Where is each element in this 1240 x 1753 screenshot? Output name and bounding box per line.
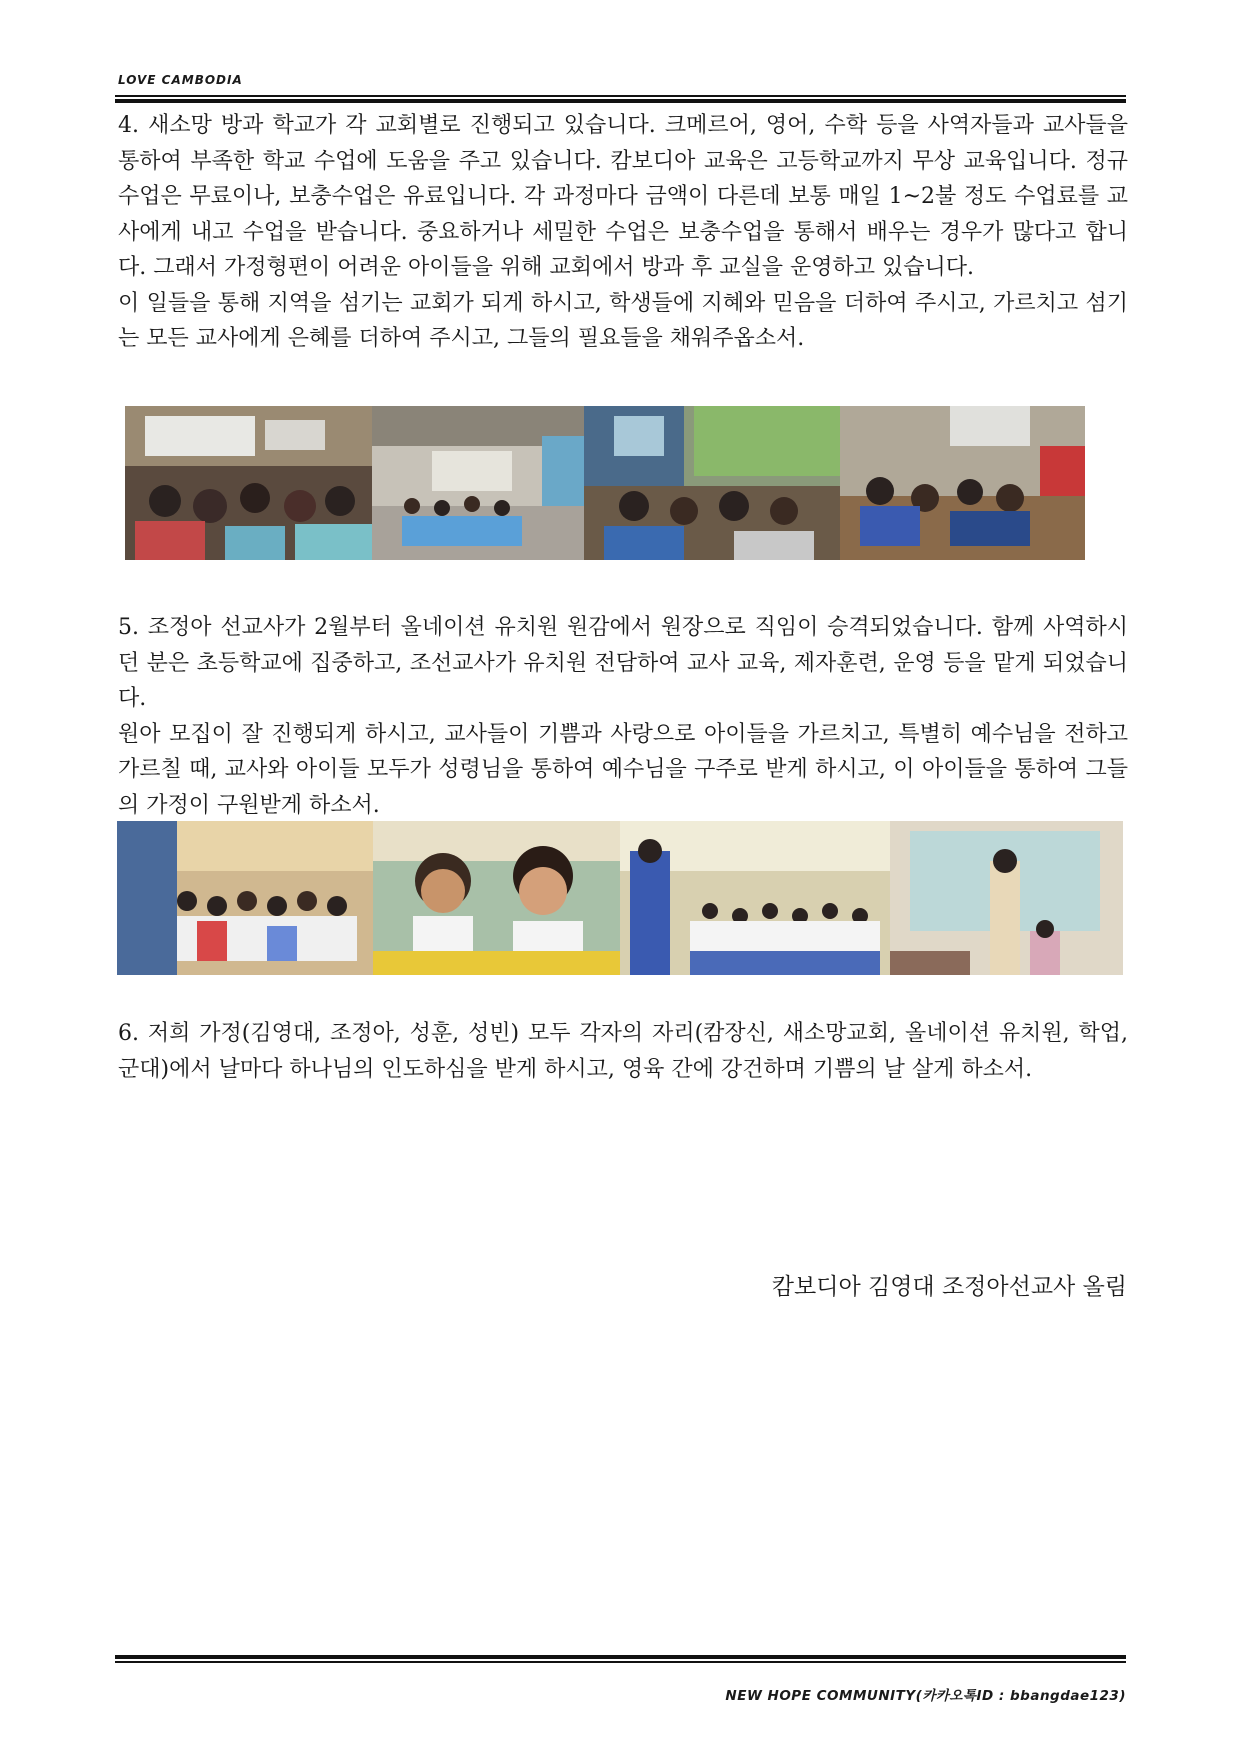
photo-kindergarten-3	[620, 821, 890, 975]
prayer-item-4	[118, 108, 1128, 357]
photo-classroom-3	[584, 406, 840, 560]
signature: 캄보디아 김영대 조정아선교사 올림	[771, 1274, 1128, 1300]
paragraph: 이 일들을 통해 지역을 섬기는 교회가 되게 하시고, 학생들에 지혜와 믿음을 더하여 주시고, 가르치고 섬기는 모든 교사에게 은혜를 더하여 주시고, 그들의 필요들을 채워주옵소서.	[118, 290, 1128, 351]
paragraph: 4. 새소망 방과 학교가 각 교회별로 진행되고 있습니다. 크메르어, 영어, 수학 등을 사역자들과 교사들을 통하여 부족한 학교 수업에 도움을 주고 있습니다. 캄보디아 교육은 고등학교까지 무상 교육입니다. 정규 수업은 무료이나, 보충수업은 유료입니다. 각 과정마다 금액이 다른데 보통 매일 1~2불 정도 수업료를 교사에게 내고 수업을 받습니다. 중요하거나 세밀한 수업은 보충수업을 통해서 배우는 경우가 많다고 합니다. 그래서 가정형편이 어려운 아이들을 위해 교회에서 방과 후 교실을 운영하고 있습니다.	[118, 113, 1128, 280]
photo-strip-kindergarten	[117, 821, 1123, 975]
photo-classroom-2	[372, 406, 584, 560]
footer-text: NEW HOPE COMMUNITY(카카오톡ID : bbangdae123)	[725, 1688, 1126, 1704]
photo-classroom-4	[840, 406, 1085, 560]
prayer-item-6	[118, 1016, 1128, 1087]
prayer-item-5	[118, 610, 1128, 823]
header-rule	[115, 95, 1126, 103]
photo-classroom-1	[125, 406, 372, 560]
photo-strip-after-school	[125, 406, 1085, 560]
photo-kindergarten-4	[890, 821, 1123, 975]
paragraph: 원아 모집이 잘 진행되게 하시고, 교사들이 기쁨과 사랑으로 아이들을 가르치고, 특별히 예수님을 전하고 가르칠 때, 교사와 아이들 모두가 성령님을 통하여 예수님을 구주로 받게 하시고, 이 아이들을 통하여 그들의 가정이 구원받게 하소서.	[118, 721, 1128, 818]
photo-kindergarten-1	[117, 821, 373, 975]
header-title: LOVE CAMBODIA	[118, 73, 243, 87]
footer-rule	[115, 1655, 1126, 1663]
paragraph: 5. 조정아 선교사가 2월부터 올네이션 유치원 원감에서 원장으로 직임이 승격되었습니다. 함께 사역하시던 분은 초등학교에 집중하고, 조선교사가 유치원 전담하여 교사 교육, 제자훈련, 운영 등을 맡게 되었습니다.	[118, 615, 1128, 711]
photo-kindergarten-2	[373, 821, 620, 975]
paragraph: 6. 저희 가정(김영대, 조정아, 성훈, 성빈) 모두 각자의 자리(캄장신, 새소망교회, 올네이션 유치원, 학업, 군대)에서 날마다 하나님의 인도하심을 받게 하시고, 영육 간에 강건하며 기쁨의 날 살게 하소서.	[118, 1021, 1128, 1082]
